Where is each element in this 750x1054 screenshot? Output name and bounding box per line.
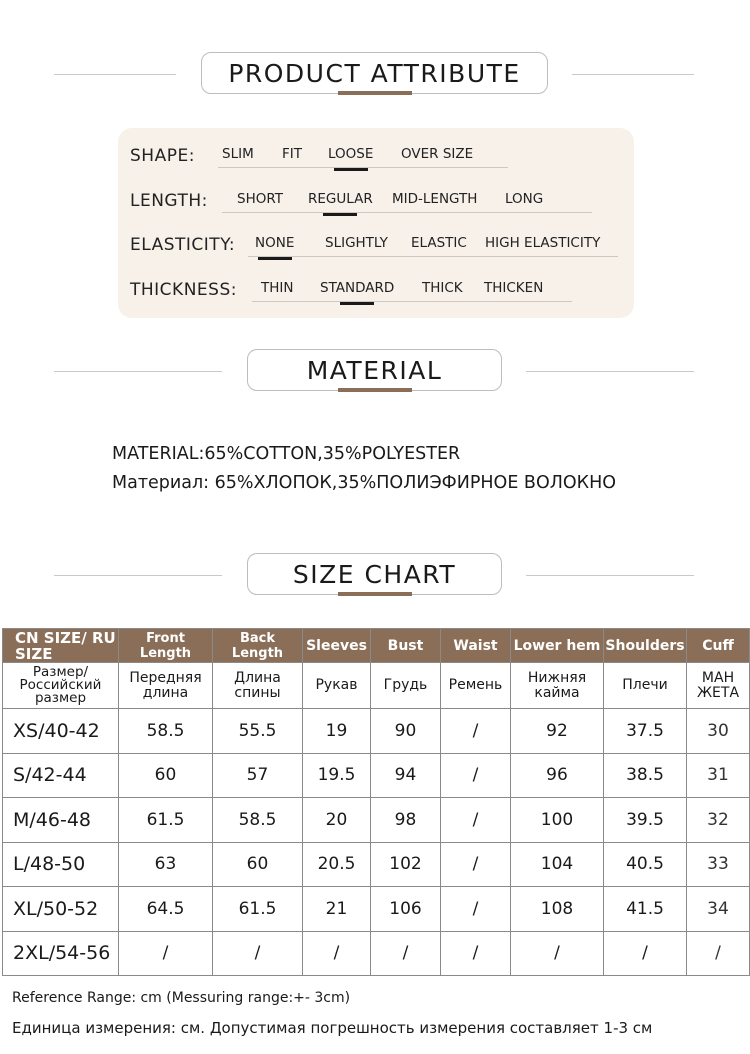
attr-option: SLIGHTLY [325, 235, 388, 251]
col-header: CN SIZE/ RU SIZE [3, 629, 119, 663]
attr-row-shape [130, 138, 630, 168]
measurement-cell: / [441, 753, 511, 798]
measurement-cell: / [441, 931, 511, 976]
attr-underline [252, 301, 572, 302]
measurement-cell: 58.5 [213, 798, 303, 843]
divider-right [526, 371, 694, 372]
measurement-cell: 20 [303, 798, 371, 843]
attr-option: HIGH ELASTICITY [485, 235, 601, 251]
material-en: MATERIAL:65%COTTON,35%POLYESTER [112, 444, 461, 464]
table-row [3, 887, 750, 932]
measurement-cell: 32 [687, 798, 750, 843]
col-header-ru: Нижняя кайма [511, 663, 604, 709]
attr-option: ELASTIC [411, 235, 467, 251]
measurement-cell: / [687, 931, 750, 976]
section-title-material [247, 349, 502, 391]
divider-left [54, 371, 222, 372]
size-cell: 2XL/54-56 [3, 931, 119, 976]
section-title-text: PRODUCT ATTRIBUTE [228, 58, 521, 88]
measurement-cell: 41.5 [604, 887, 687, 932]
measurement-cell: 21 [303, 887, 371, 932]
table-header-row-en [3, 629, 750, 663]
measurement-cell: 37.5 [604, 709, 687, 754]
measurement-cell: / [441, 798, 511, 843]
attr-option: LONG [505, 191, 544, 207]
measurement-cell: 19 [303, 709, 371, 754]
attr-option-selected: NONE [255, 235, 295, 251]
table-row [3, 709, 750, 754]
measurement-cell: / [119, 931, 213, 976]
material-ru: Материал: 65%ХЛОПОК,35%ПОЛИЭФИРНОЕ ВОЛОКНО [112, 473, 617, 493]
attribute-panel [118, 128, 634, 318]
measurement-cell: 55.5 [213, 709, 303, 754]
measurement-cell: 34 [687, 887, 750, 932]
col-header-ru: Грудь [371, 663, 441, 709]
measurement-cell: 33 [687, 842, 750, 887]
attr-option-selected: STANDARD [320, 280, 395, 296]
size-cell: M/46-48 [3, 798, 119, 843]
measurement-cell: 60 [213, 842, 303, 887]
table-row [3, 931, 750, 976]
measurement-cell: / [604, 931, 687, 976]
section-header-size-chart [0, 551, 750, 601]
table-header-row-ru [3, 663, 750, 709]
attr-underline [222, 212, 592, 213]
measurement-cell: 60 [119, 753, 213, 798]
reference-range-note-ru: Единица измерения: см. Допустимая погрешность измерения составляет 1-3 см [12, 1019, 653, 1037]
attr-option: OVER SIZE [401, 146, 474, 162]
measurement-cell: 92 [511, 709, 604, 754]
table-row [3, 842, 750, 887]
attr-row-length [130, 183, 630, 213]
attr-option: MID-LENGTH [392, 191, 478, 207]
accent-bar [338, 388, 412, 392]
attr-option: THICKEN [484, 280, 544, 296]
attr-label: THICKNESS: [130, 280, 237, 300]
col-header-ru: Размер/ Российский размер [3, 663, 119, 709]
divider-right [572, 74, 694, 75]
table-row [3, 753, 750, 798]
measurement-cell: 30 [687, 709, 750, 754]
measurement-cell: 31 [687, 753, 750, 798]
measurement-cell: 19.5 [303, 753, 371, 798]
size-cell: L/48-50 [3, 842, 119, 887]
measurement-cell: / [441, 887, 511, 932]
attr-row-thickness [130, 272, 630, 302]
measurement-cell: / [371, 931, 441, 976]
attr-option: FIT [282, 146, 302, 162]
col-header: Cuff [687, 629, 750, 663]
size-cell: XS/40-42 [3, 709, 119, 754]
measurement-cell: 38.5 [604, 753, 687, 798]
col-header: Front Length [119, 629, 213, 663]
divider-left [54, 74, 176, 75]
attr-label: SHAPE: [130, 146, 195, 166]
col-header-ru: МАН ЖЕТА [687, 663, 750, 709]
measurement-cell: 90 [371, 709, 441, 754]
attr-label: LENGTH: [130, 191, 208, 211]
section-header-material [0, 347, 750, 397]
measurement-cell: / [511, 931, 604, 976]
measurement-cell: 100 [511, 798, 604, 843]
measurement-cell: 104 [511, 842, 604, 887]
attr-option: SHORT [237, 191, 283, 207]
attr-row-elasticity [130, 227, 630, 257]
attr-underline [248, 256, 618, 257]
col-header-ru: Плечи [604, 663, 687, 709]
attr-option: THICK [422, 280, 463, 296]
attr-label: ELASTICITY: [130, 235, 236, 255]
table-row [3, 798, 750, 843]
size-table-body [3, 709, 750, 976]
measurement-cell: 94 [371, 753, 441, 798]
section-header-attributes [0, 50, 750, 100]
measurement-cell: 61.5 [119, 798, 213, 843]
measurement-cell: / [303, 931, 371, 976]
measurement-cell: 58.5 [119, 709, 213, 754]
divider-left [54, 575, 222, 576]
size-chart-table [2, 628, 750, 976]
section-title-text: SIZE CHART [292, 559, 457, 589]
attr-option-selected: REGULAR [308, 191, 373, 207]
section-title-size-chart [247, 553, 502, 595]
col-header: Lower hem [511, 629, 604, 663]
size-cell: S/42-44 [3, 753, 119, 798]
attr-option: THIN [261, 280, 294, 296]
measurement-cell: 40.5 [604, 842, 687, 887]
reference-range-note: Reference Range: cm (Messuring range:+- 3cm) [12, 990, 351, 1006]
section-title-text: MATERIAL [306, 355, 443, 385]
measurement-cell: / [441, 842, 511, 887]
col-header: Bust [371, 629, 441, 663]
measurement-cell: 102 [371, 842, 441, 887]
measurement-cell: 20.5 [303, 842, 371, 887]
attr-underline [218, 167, 508, 168]
measurement-cell: 63 [119, 842, 213, 887]
measurement-cell: 106 [371, 887, 441, 932]
measurement-cell: 96 [511, 753, 604, 798]
col-header-ru: Ремень [441, 663, 511, 709]
size-cell: XL/50-52 [3, 887, 119, 932]
col-header-ru: Передняя длина [119, 663, 213, 709]
accent-bar [338, 91, 412, 95]
measurement-cell: 98 [371, 798, 441, 843]
measurement-cell: / [441, 709, 511, 754]
section-title-attributes [201, 52, 548, 94]
col-header: Sleeves [303, 629, 371, 663]
col-header-ru: Рукав [303, 663, 371, 709]
col-header: Waist [441, 629, 511, 663]
measurement-cell: 64.5 [119, 887, 213, 932]
measurement-cell: 57 [213, 753, 303, 798]
divider-right [526, 575, 694, 576]
measurement-cell: / [213, 931, 303, 976]
attr-option-selected: LOOSE [328, 146, 374, 162]
attr-option: SLIM [222, 146, 254, 162]
measurement-cell: 108 [511, 887, 604, 932]
col-header: Shoulders [604, 629, 687, 663]
measurement-cell: 61.5 [213, 887, 303, 932]
measurement-cell: 39.5 [604, 798, 687, 843]
col-header: Back Length [213, 629, 303, 663]
col-header-ru: Длина спины [213, 663, 303, 709]
accent-bar [338, 592, 412, 596]
